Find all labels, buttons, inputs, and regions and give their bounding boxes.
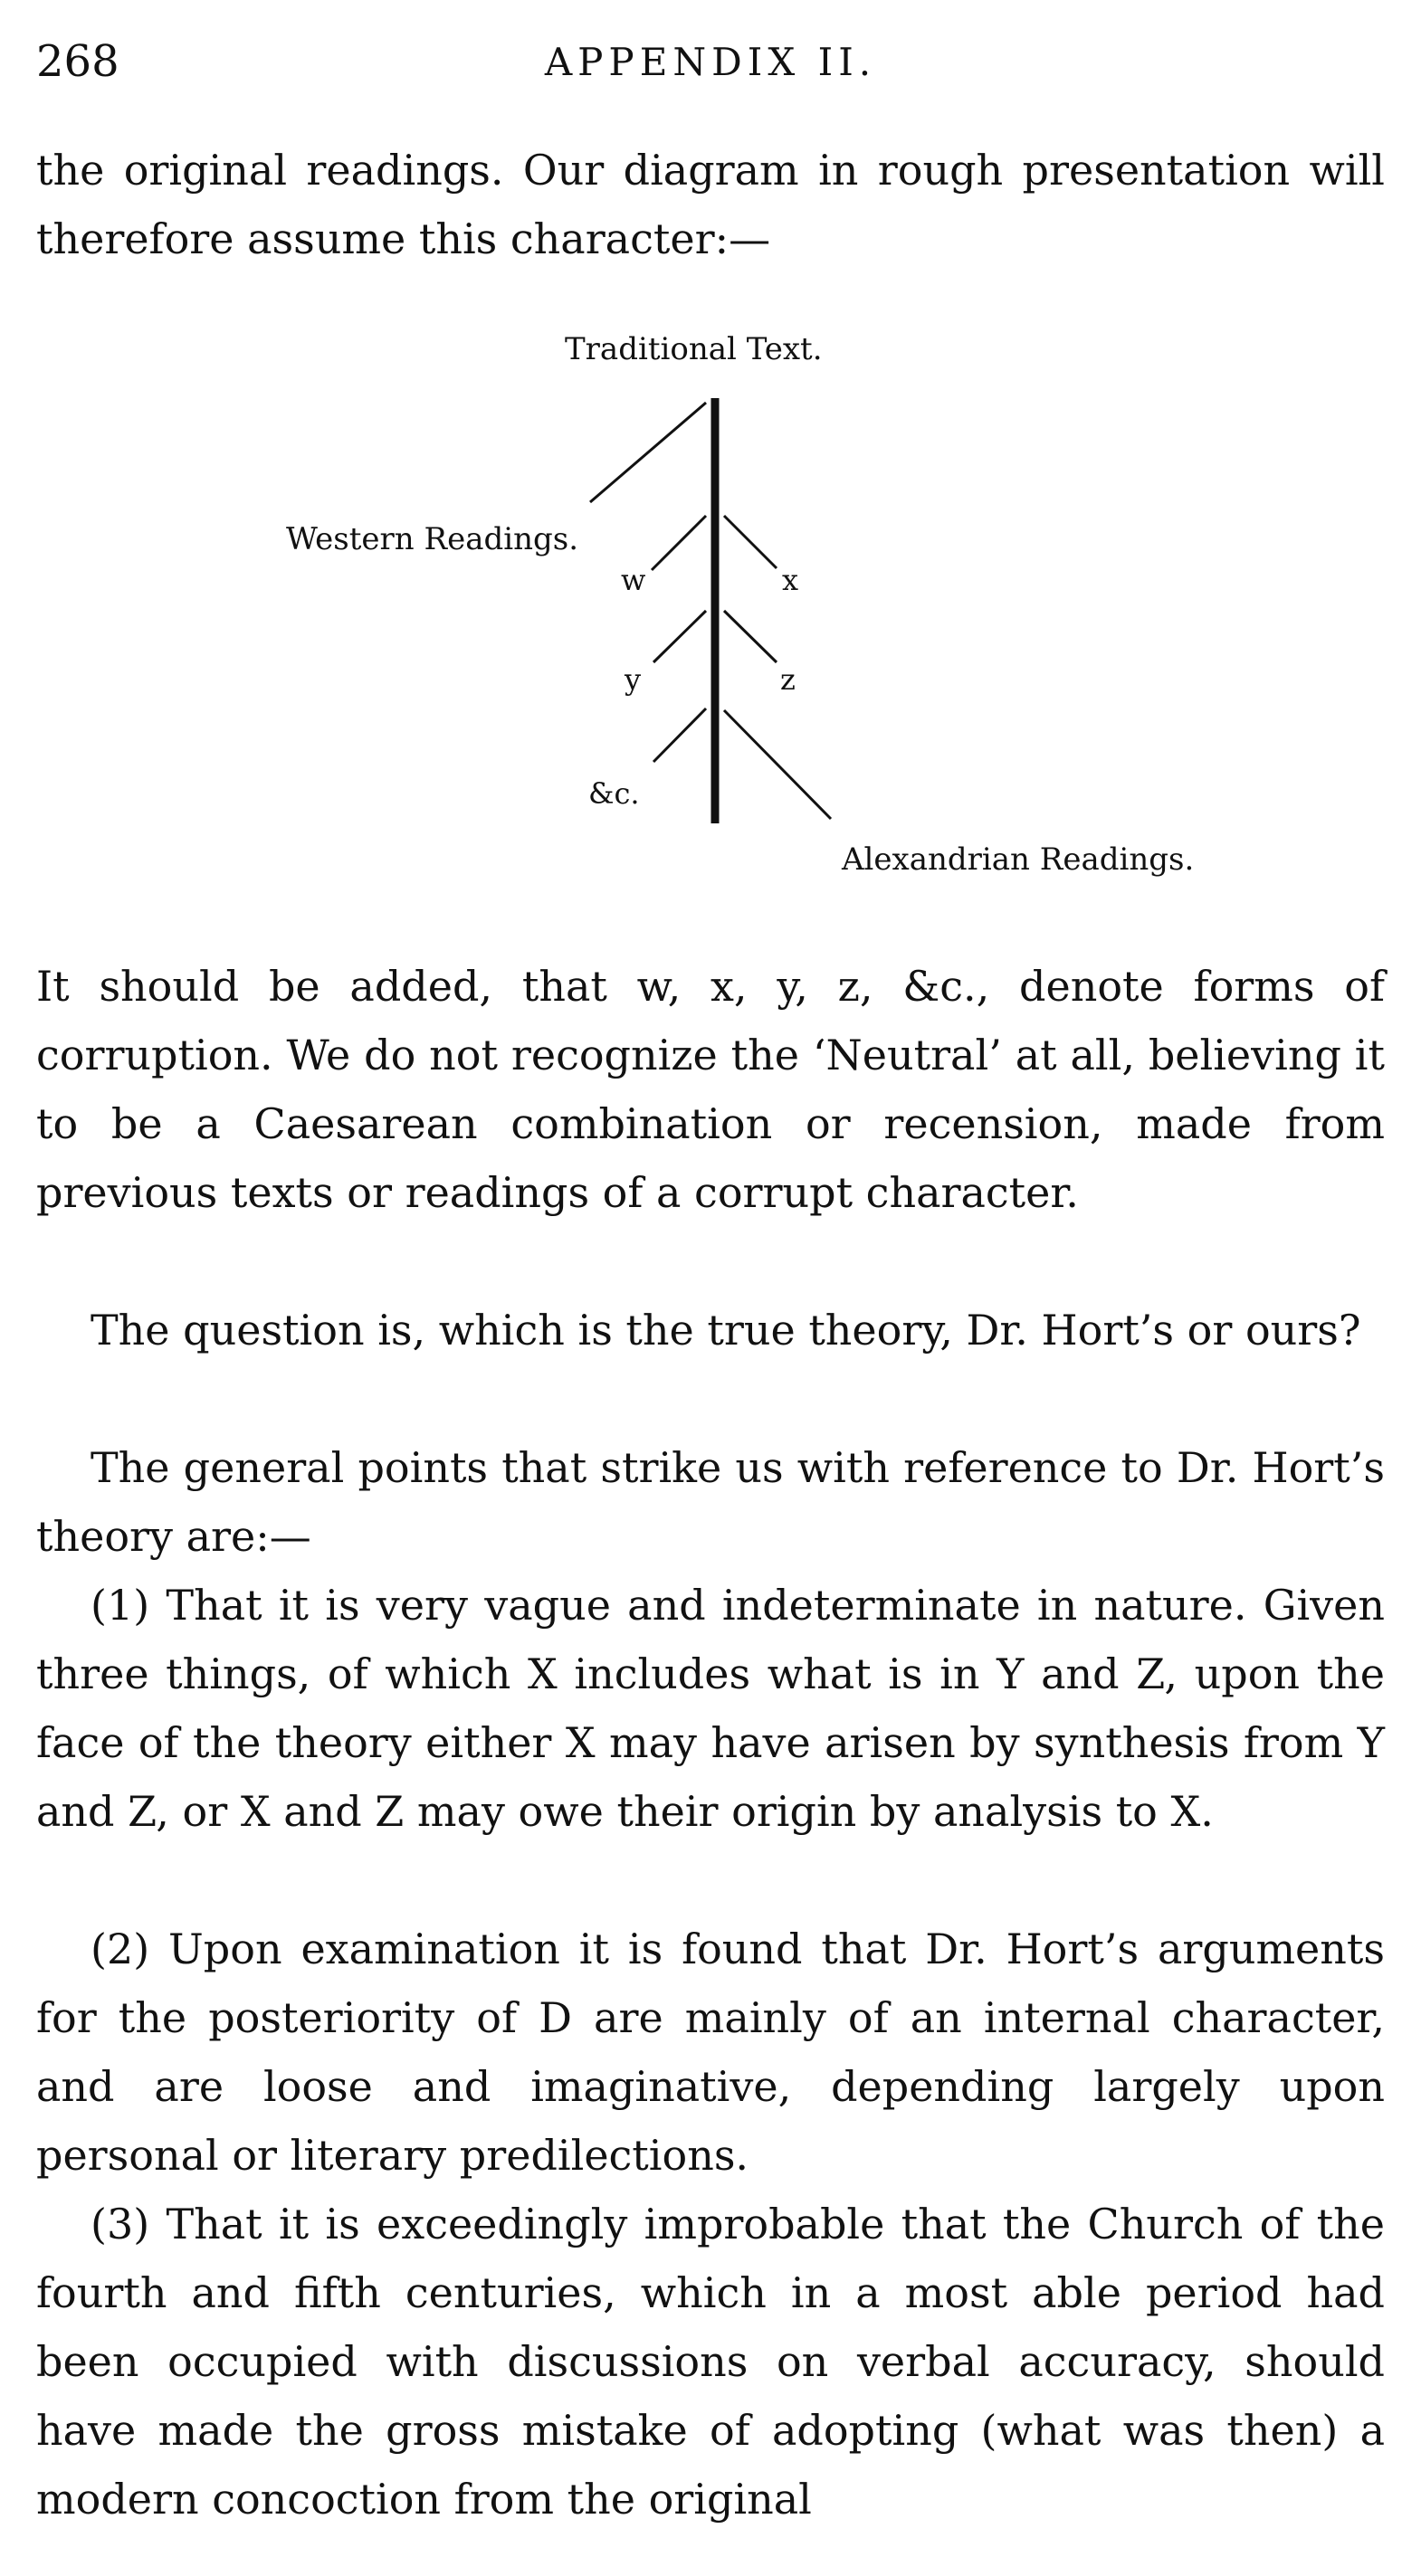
branch-x bbox=[724, 516, 777, 568]
page-number: 268 bbox=[36, 36, 119, 87]
body-paragraph-4: (1) That it is very vague and indeterminate in nature. Given three things, of which X includes what is in Y and Z, upon the face of the theory either X may have arisen by synthesis from Y and Z, or X and Z may owe their origin by analysis to X. bbox=[36, 1581, 1385, 1836]
alexandrian-branch bbox=[724, 710, 831, 819]
branch-etc bbox=[653, 708, 706, 762]
branch-z bbox=[724, 611, 777, 662]
body-paragraph-6: (3) That it is exceedingly improbable that the Church of the fourth and fifth centuries, which in a most able period had been occupied with discussions on verbal accuracy, should have made the gross mistake of adopting (what was then) a modern concoction from the original bbox=[36, 2200, 1385, 2524]
letter-etc: &c. bbox=[588, 776, 640, 811]
body-paragraph-3: The general points that strike us with reference to Dr. Hort’s theory are:— bbox=[36, 1443, 1385, 1561]
letter-z: z bbox=[780, 662, 796, 697]
letter-x: x bbox=[782, 563, 799, 597]
running-head: APPENDIX II. bbox=[544, 40, 877, 84]
branch-w bbox=[652, 516, 706, 570]
body-paragraph-1: It should be added, that w, x, y, z, &c., denote forms of corruption. We do not recognize the ‘Neutral’ at all, believing it to be a Caesarean combination or recension, made from previous texts or readings of a corrupt character. bbox=[36, 962, 1385, 1217]
letter-y: y bbox=[625, 662, 642, 697]
western-branch-top bbox=[590, 403, 706, 502]
diagram-lines bbox=[0, 308, 1421, 905]
branch-y bbox=[653, 611, 706, 662]
traditional-text-label: Traditional Text. bbox=[565, 331, 823, 367]
body-paragraph-5: (2) Upon examination it is found that Dr. Hort’s arguments for the posteriority of D are mainly of an internal character, and are loose and imaginative, depending largely upon personal or literary predilections. bbox=[36, 1925, 1385, 2180]
text-tree-diagram bbox=[0, 308, 1421, 905]
body-paragraph-2: The question is, which is the true theory, Dr. Hort’s or ours? bbox=[91, 1306, 1361, 1355]
intro-paragraph: the original readings. Our diagram in rough presentation will therefore assume this character:— bbox=[36, 146, 1385, 263]
page-header bbox=[36, 36, 1385, 100]
western-readings-label: Western Readings. bbox=[286, 521, 579, 557]
letter-w: w bbox=[621, 563, 646, 597]
alexandrian-readings-label: Alexandrian Readings. bbox=[842, 841, 1195, 878]
